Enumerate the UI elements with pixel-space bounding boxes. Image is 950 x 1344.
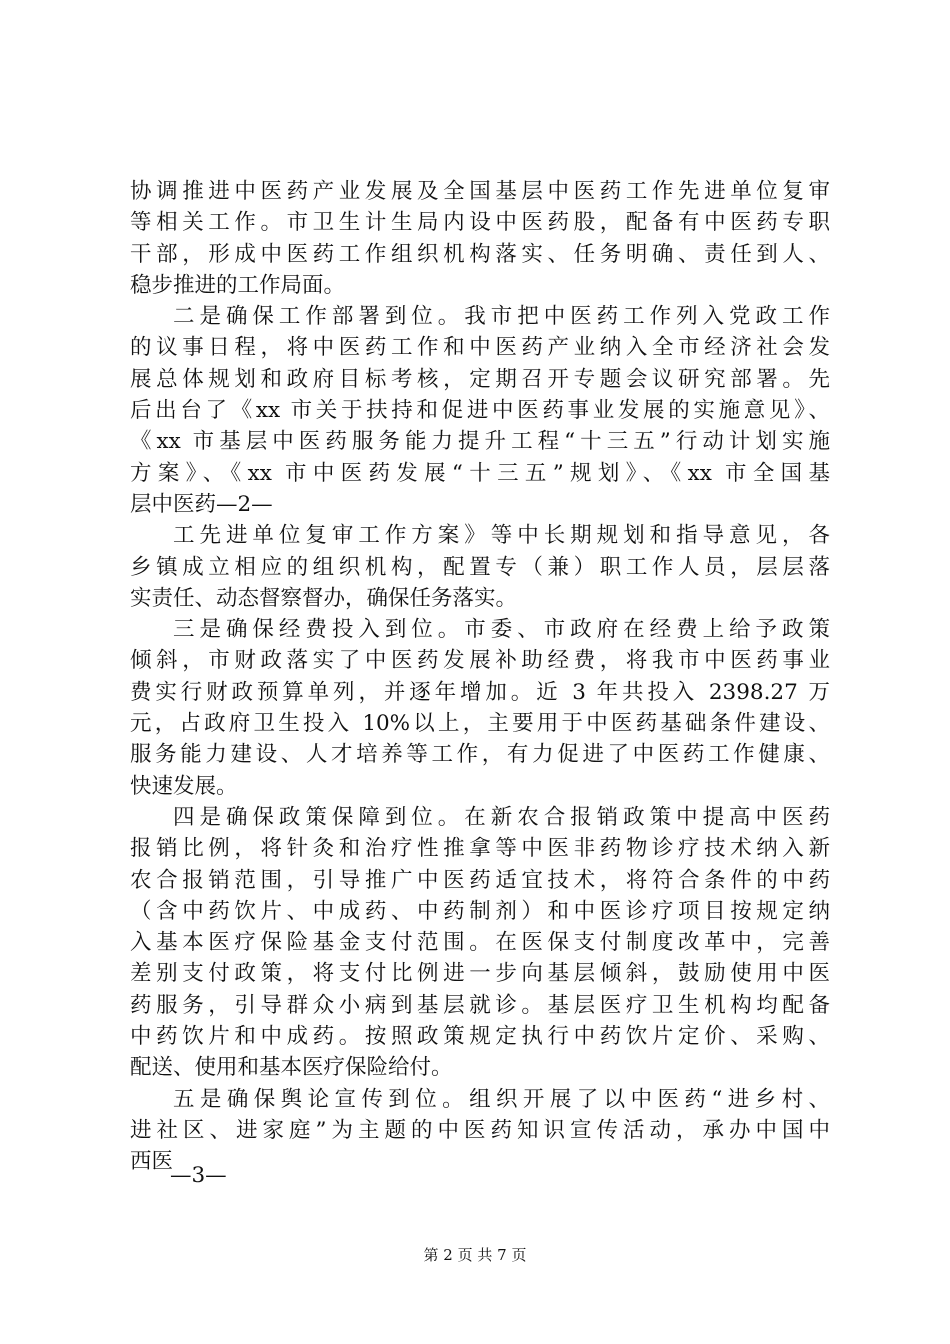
text-line: 的议事日程，将中医药工作和中医药产业纳入全市经济社会发 xyxy=(130,335,830,361)
text-line: 四是确保政策保障到位。在新农合报销政策中提高中医药 xyxy=(173,804,830,830)
text-line: 稳步推进的工作局面。 xyxy=(130,272,346,298)
text-line: 等相关工作。市卫生计生局内设中医药股，配备有中医药专职 xyxy=(130,210,830,236)
text-line: 进社区、进家庭”为主题的中医药知识宣传活动，承办中国中 xyxy=(130,1117,830,1143)
text-line: 差别支付政策，将支付比例进一步向基层倾斜，鼓励使用中医 xyxy=(130,961,830,987)
text-line: 农合报销范围，引导推广中医药适宜技术，将符合条件的中药 xyxy=(130,867,830,893)
text-line: 实责任、动态督察督办，确保任务落实。 xyxy=(130,585,518,611)
text-line: 五是确保舆论宣传到位。组织开展了以中医药“进乡村、 xyxy=(173,1086,830,1112)
text-line: 元，占政府卫生投入 10%以上，主要用于中医药基础条件建设、 xyxy=(130,711,830,737)
text-line: 费实行财政预算单列，并逐年增加。近 3 年共投入 2398.27 万 xyxy=(130,679,830,705)
text-line: 《xx 市基层中医药服务能力提升工程“十三五”行动计划实施 xyxy=(130,429,830,455)
body-text xyxy=(130,176,830,1178)
text-line: 二是确保工作部署到位。我市把中医药工作列入党政工作 xyxy=(173,304,830,330)
text-line: （含中药饮片、中成药、中药制剂）和中医诊疗项目按规定纳 xyxy=(130,898,830,924)
text-line: 工先进单位复审工作方案》等中长期规划和指导意见，各 xyxy=(173,523,830,549)
page-number-marker: —3— xyxy=(170,1163,227,1188)
text-line: 中药饮片和中成药。按照政策规定执行中药饮片定价、采购、 xyxy=(130,1024,830,1050)
text-line: 报销比例，将针灸和治疗性推拿等中医非药物诊疗技术纳入新 xyxy=(130,836,830,862)
text-line: 协调推进中医药产业发展及全国基层中医药工作先进单位复审 xyxy=(130,179,830,204)
text-line: 层中医药—2— xyxy=(130,491,273,517)
text-line: 三是确保经费投入到位。市委、市政府在经费上给予政策 xyxy=(173,617,830,643)
text-line: 服务能力建设、人才培养等工作，有力促进了中医药工作健康、 xyxy=(130,742,830,768)
text-line: 后出台了《xx 市关于扶持和促进中医药事业发展的实施意见》、 xyxy=(130,398,830,424)
text-line: 西医 xyxy=(130,1149,174,1175)
text-line: 展总体规划和政府目标考核，定期召开专题会议研究部署。先 xyxy=(130,366,830,392)
text-line: 乡镇成立相应的组织机构，配置专（兼）职工作人员，层层落 xyxy=(130,554,830,580)
text-line: 倾斜，市财政落实了中医药发展补助经费，将我市中医药事业 xyxy=(130,648,830,674)
text-line: 快速发展。 xyxy=(130,773,238,799)
page-footer: 第 2 页 共 7 页 xyxy=(423,1246,527,1264)
text-line: 干部，形成中医药工作组织机构落实、任务明确、责任到人、 xyxy=(130,241,830,267)
text-line: 药服务，引导群众小病到基层就诊。基层医疗卫生机构均配备 xyxy=(130,992,830,1018)
text-line: 方案》、《xx 市中医药发展“十三五”规划》、《xx 市全国基 xyxy=(130,460,830,486)
text-line: 配送、使用和基本医疗保险给付。 xyxy=(130,1055,453,1081)
text-line: 入基本医疗保险基金支付范围。在医保支付制度改革中，完善 xyxy=(130,930,830,956)
